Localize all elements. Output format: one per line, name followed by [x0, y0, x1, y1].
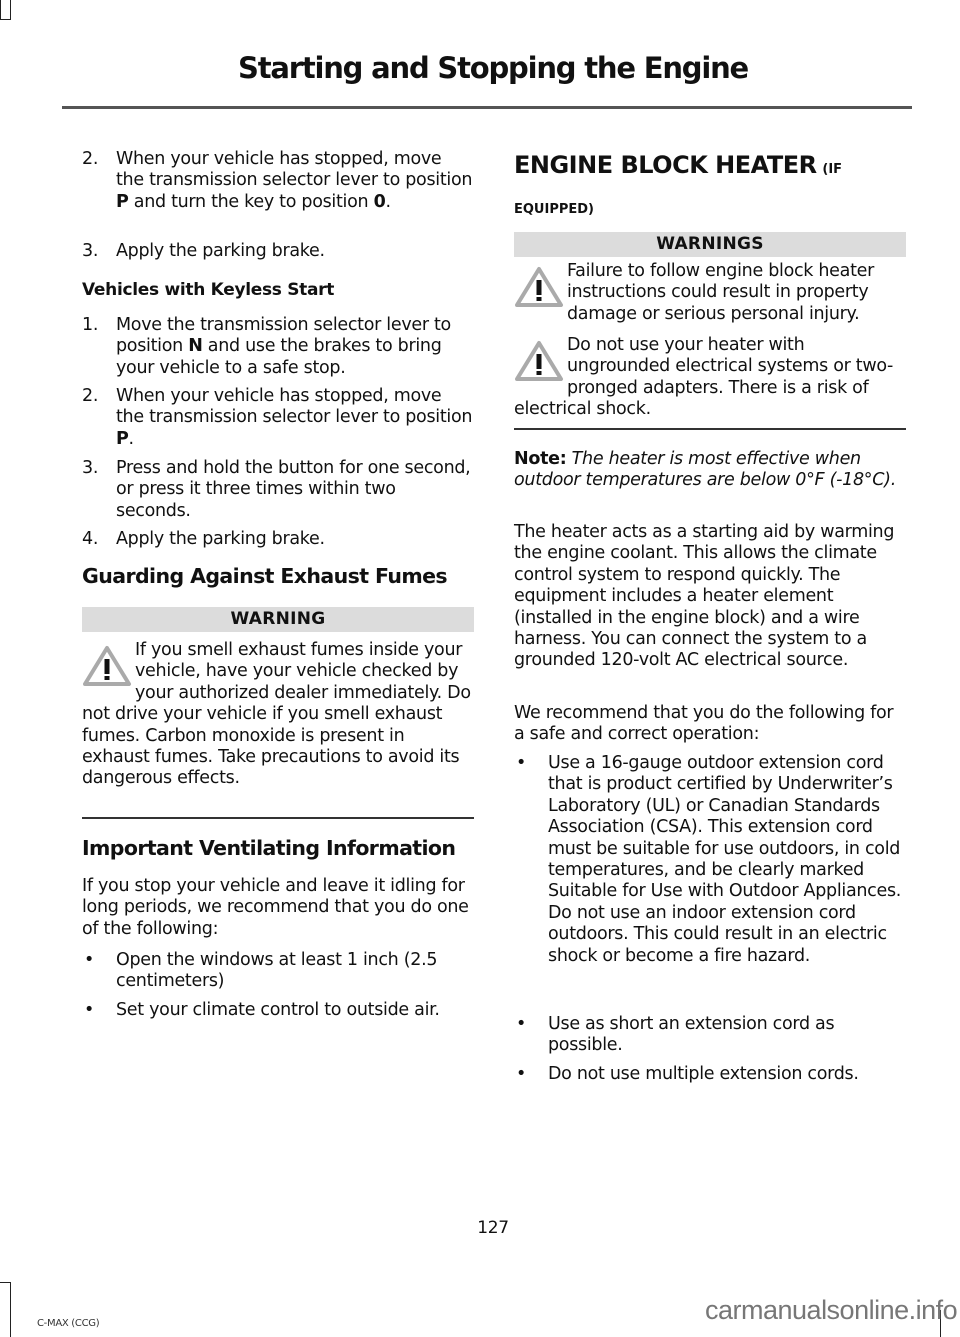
crop-mark	[0, 0, 1, 19]
note-text: The heater is most effective when outdoor temperatures are below 0°F (-18°C).	[514, 449, 896, 491]
heading-text: ENGINE BLOCK HEATER	[514, 151, 817, 179]
heading-engine-block-heater	[514, 146, 906, 229]
step-text: Apply the parking brake.	[116, 529, 325, 549]
warning-triangle-icon	[82, 640, 132, 702]
note	[514, 449, 906, 492]
bullet-item	[514, 753, 906, 967]
warning-triangle-icon	[514, 335, 564, 397]
page-number: 127	[477, 1218, 509, 1238]
step-item	[82, 149, 474, 213]
step-number: 3.	[82, 241, 99, 261]
step-item	[82, 315, 474, 379]
warning-text-block	[82, 640, 474, 790]
step-text: and turn the key to position	[128, 191, 374, 212]
step-text: .	[128, 428, 134, 449]
warning-end-rule	[514, 428, 906, 430]
warning-text-block	[514, 261, 906, 325]
left-column	[82, 0, 474, 1100]
warning-label: WARNING	[82, 607, 474, 632]
step-text: When your vehicle has stopped, move the transmission selector lever to position	[116, 386, 473, 428]
model-code: C-MAX (CCG)	[37, 1318, 100, 1329]
note-label: Note:	[514, 449, 567, 469]
bullet-icon: •	[516, 1014, 527, 1034]
step-text: Move the transmission selector lever to position	[116, 315, 451, 357]
step-bold: P	[116, 191, 129, 212]
step-number: 3.	[82, 458, 99, 478]
step-number: 2.	[82, 149, 99, 169]
heading-exhaust: Guarding Against Exhaust Fumes	[82, 564, 448, 588]
warning-text: Failure to follow engine block heater instructions could result in property damage or serious personal injury.	[567, 261, 874, 324]
bullet-text: Set your climate control to outside air.	[116, 1000, 440, 1020]
bullet-text: Do not use multiple extension cords.	[548, 1064, 859, 1084]
warning-text: Do not use your heater with ungrounded electrical systems or two-pronged adapters. There is a risk of electrical shock.	[514, 335, 894, 420]
step-text: Press and hold the button for one second, or press it three times within two seconds.	[116, 458, 471, 521]
step-item	[82, 458, 474, 522]
step-number: 4.	[82, 529, 99, 549]
bullet-text: Use as short an extension cord as possible.	[548, 1014, 835, 1056]
step-item	[82, 529, 474, 550]
bullet-item	[82, 1000, 474, 1021]
ventilating-paragraph: If you stop your vehicle and leave it idling for long periods, we recommend that you do one of the following:	[82, 876, 469, 939]
heading-suffix: (IF EQUIPPED)	[514, 162, 843, 217]
warnings-label: WARNINGS	[514, 232, 906, 257]
recommend-paragraph: We recommend that you do the following for a safe and correct operation:	[514, 703, 894, 745]
step-number: 1.	[82, 315, 99, 335]
bullet-icon: •	[516, 753, 527, 773]
crop-mark	[0, 1282, 11, 1283]
step-text: and use the brakes to bring your vehicle to a safe stop.	[116, 336, 442, 378]
crop-mark	[0, 19, 11, 20]
heading-ventilating: Important Ventilating Information	[82, 836, 456, 860]
step-text: When your vehicle has stopped, move the transmission selector lever to position	[116, 149, 473, 191]
bullet-item	[82, 950, 474, 993]
warning-triangle-icon	[514, 261, 564, 323]
right-column	[514, 0, 906, 1100]
watermark[interactable]: carmanualsonline.info	[705, 1295, 958, 1325]
bullet-item	[514, 1014, 906, 1057]
page-title: Starting and Stopping the Engine	[238, 51, 748, 85]
step-item	[82, 241, 474, 262]
bullet-text: Use a 16-gauge outdoor extension cord that is product certified by Underwriter’s Laboratory (UL) or Canadian Standards Association (CSA). This extension cord must be suitable for use outdoors, in cold temperatures, and be clearly marked Suitable for Use with Outdoor Appliances. Do not use an indoor extension cord outdoors. This could result in an electric shock or become a fire hazard.	[548, 753, 902, 966]
bullet-item	[514, 1064, 906, 1085]
heater-paragraph: The heater acts as a starting aid by warming the engine coolant. This allows the climate control system to respond quickly. The equipment includes a heater element (installed in the engine block) and a wire harness. You can connect the system to a grounded 120-volt AC electrical source.	[514, 522, 895, 671]
step-bold: N	[188, 336, 203, 357]
bullet-icon: •	[84, 950, 95, 970]
bullet-icon: •	[516, 1064, 527, 1084]
step-bold: P	[116, 428, 129, 449]
crop-mark	[10, 0, 11, 19]
bullet-text: Open the windows at least 1 inch (2.5 centimeters)	[116, 950, 438, 992]
warning-text-block	[514, 335, 906, 421]
crop-mark	[10, 1282, 11, 1337]
warning-text: If you smell exhaust fumes inside your vehicle, have your vehicle checked by your authorized dealer immediately. Do not drive your vehicle if you smell exhaust fumes. Carbon monoxide is present in exhaust fumes. Take precautions to avoid its dangerous effects.	[82, 640, 471, 789]
step-number: 2.	[82, 386, 99, 406]
step-bold: 0	[373, 191, 386, 212]
subheading-keyless: Vehicles with Keyless Start	[82, 280, 335, 300]
step-item	[82, 386, 474, 450]
step-text: Apply the parking brake.	[116, 241, 325, 261]
bullet-icon: •	[84, 1000, 95, 1020]
warning-end-rule	[82, 817, 474, 819]
step-text: .	[385, 191, 391, 212]
